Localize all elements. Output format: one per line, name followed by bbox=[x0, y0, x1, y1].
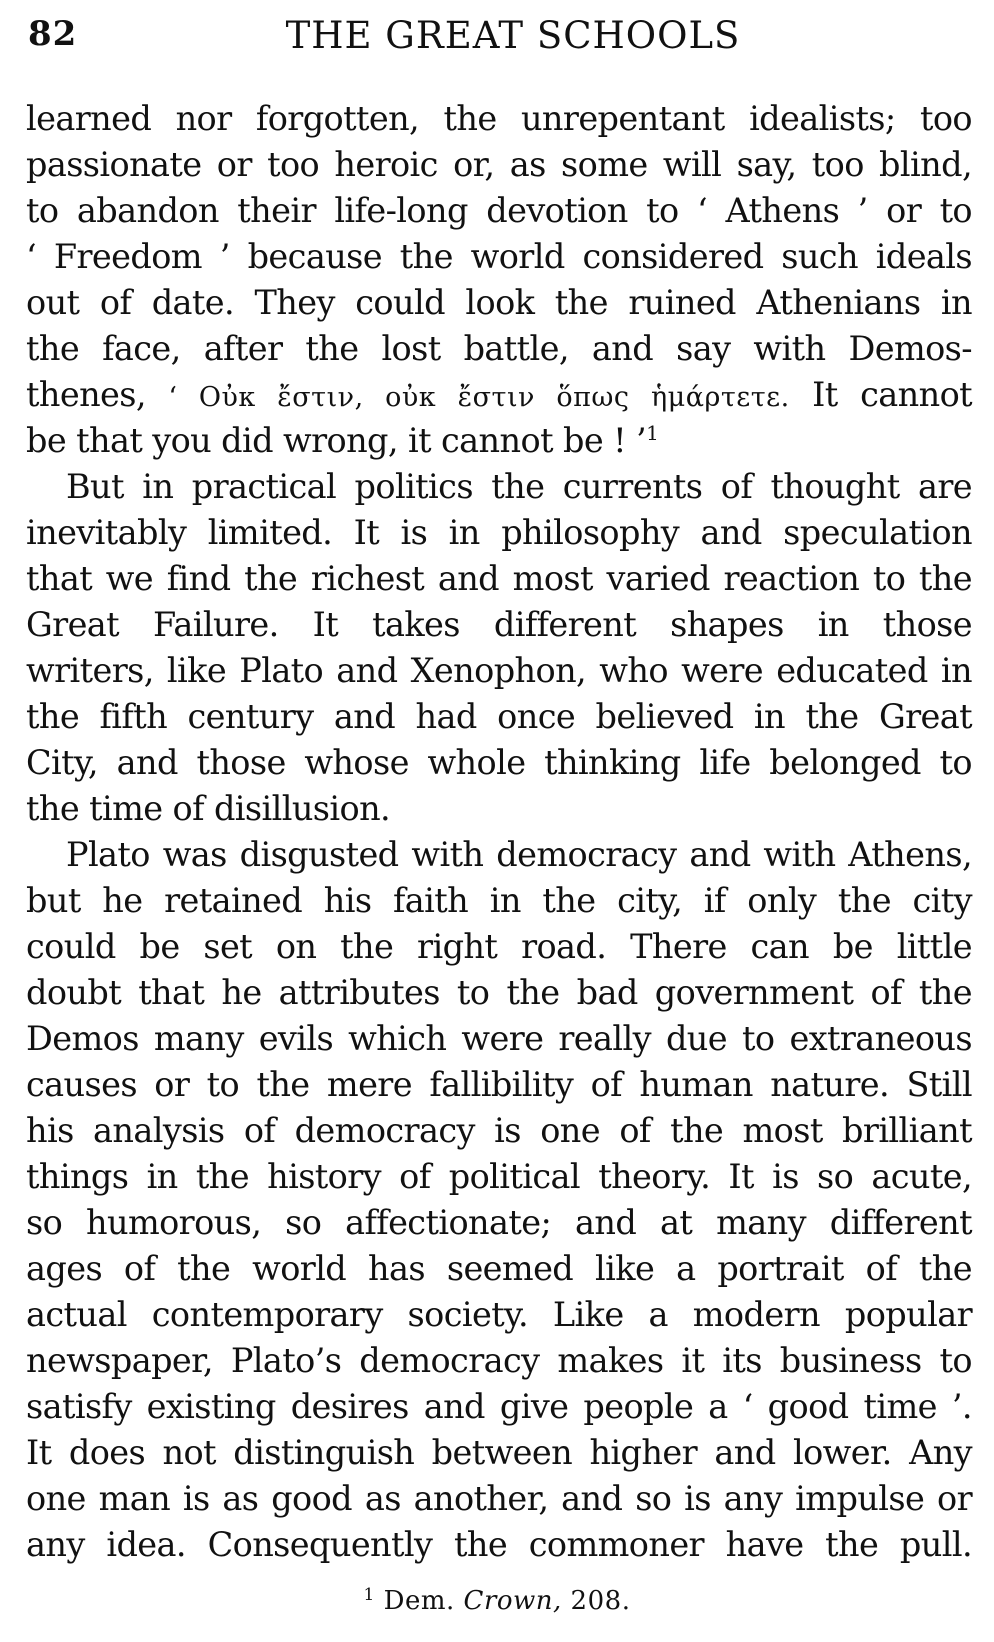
text-line: the face, after the lost battle, and say with Demos- bbox=[26, 329, 972, 368]
text-line: passionate or too heroic or, as some will say, too blind, bbox=[26, 145, 972, 184]
footnote-suffix: 208. bbox=[561, 1586, 631, 1616]
text-line: to abandon their life-long devotion to ‘ Athens ’ or to bbox=[26, 191, 972, 230]
text-line: City, and those whose whole thinking life belonged to bbox=[26, 743, 972, 782]
footnote-work-title: Crown, bbox=[463, 1586, 562, 1616]
line-suffix: It cannot bbox=[812, 375, 972, 414]
text-line: doubt that he attributes to the bad government of the bbox=[26, 973, 972, 1012]
page-header bbox=[28, 14, 968, 66]
footnote-prefix: Dem. bbox=[383, 1586, 464, 1616]
text-line: but he retained his faith in the city, if only the city bbox=[26, 881, 972, 920]
footnote-marker: 1 bbox=[363, 1585, 375, 1605]
footnote-reference: 1 bbox=[646, 421, 659, 445]
text-line bbox=[26, 418, 972, 464]
footnote bbox=[0, 1586, 994, 1616]
greek-quote: ‘ Οὐκ ἔστιν, οὐκ ἔστιν ὅπως ἡμάρτετε. bbox=[168, 382, 790, 413]
text-line: out of date. They could look the ruined Athenians in bbox=[26, 283, 972, 322]
text-line-greek bbox=[26, 372, 972, 418]
text-line: ages of the world has seemed like a portrait of the bbox=[26, 1249, 972, 1288]
text-line: Plato was disgusted with democracy and with Athens, bbox=[66, 835, 972, 874]
text-line: inevitably limited. It is in philosophy and speculation bbox=[26, 513, 972, 552]
text-line: so humorous, so affectionate; and at many different bbox=[26, 1203, 972, 1242]
text-line: that we find the richest and most varied reaction to the bbox=[26, 559, 972, 598]
line-prefix: thenes, bbox=[26, 375, 169, 414]
text-line: the time of disillusion. bbox=[26, 789, 391, 828]
page-number: 82 bbox=[28, 14, 78, 54]
text-line: It does not distinguish between higher and lower. Any bbox=[26, 1433, 972, 1472]
running-head: THE GREAT SCHOOLS bbox=[285, 14, 741, 57]
text-line: writers, like Plato and Xenophon, who were educated in bbox=[26, 651, 972, 690]
text-line: could be set on the right road. There can be little bbox=[26, 927, 972, 966]
text-line: things in the history of political theory. It is so acute, bbox=[26, 1157, 972, 1196]
text-line: ‘ Freedom ’ because the world considered such ideals bbox=[26, 237, 972, 276]
text-line: satisfy existing desires and give people a ‘ good time ’. bbox=[26, 1387, 972, 1426]
text-line: one man is as good as another, and so is any impulse or bbox=[26, 1479, 972, 1518]
text-line: his analysis of democracy is one of the most brilliant bbox=[26, 1111, 972, 1150]
text-line: Demos many evils which were really due to extraneous bbox=[26, 1019, 972, 1058]
line-text: be that you did wrong, it cannot be ! ’ bbox=[26, 421, 647, 460]
text-line: learned nor forgotten, the unrepentant idealists; too bbox=[26, 99, 972, 138]
text-line: actual contemporary society. Like a modern popular bbox=[26, 1295, 972, 1334]
text-line: the fifth century and had once believed in the Great bbox=[26, 697, 972, 736]
text-line: But in practical politics the currents of thought are bbox=[66, 467, 972, 506]
text-line: any idea. Consequently the commoner have the pull. bbox=[26, 1525, 972, 1564]
body-text bbox=[26, 96, 972, 1568]
text-line: Great Failure. It takes different shapes in those bbox=[26, 605, 972, 644]
text-line: newspaper, Plato’s democracy makes it its business to bbox=[26, 1341, 972, 1380]
text-line: causes or to the mere fallibility of human nature. Still bbox=[26, 1065, 972, 1104]
